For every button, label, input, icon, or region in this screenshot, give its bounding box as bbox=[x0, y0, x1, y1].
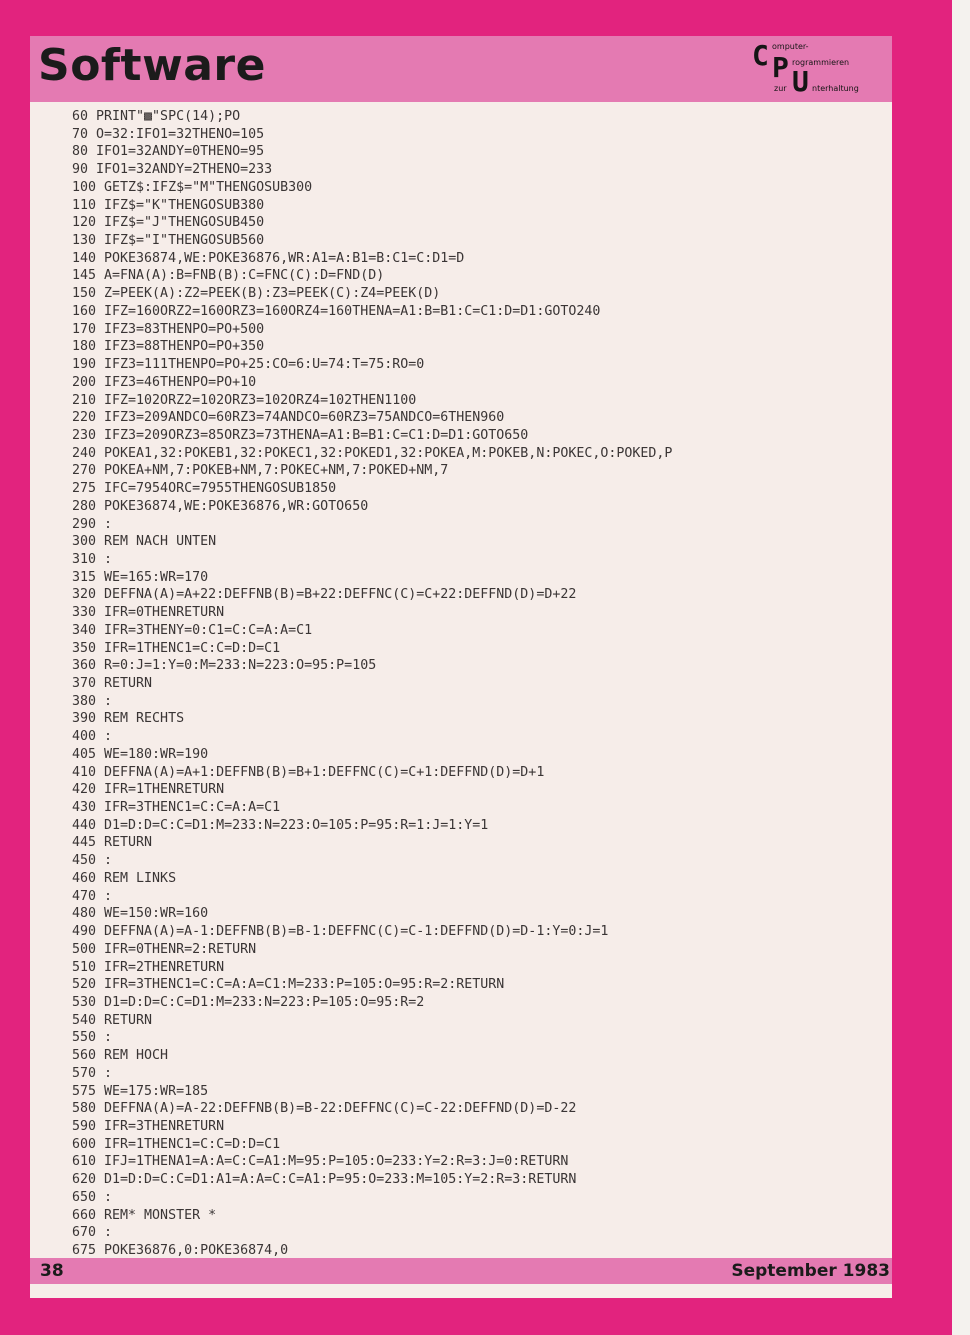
code-line: 400 : bbox=[72, 729, 113, 745]
code-line: 130 IFZ$="I"THENGOSUB560 bbox=[72, 233, 265, 249]
code-line: 360 R=0:J=1:Y=0:M=233:N=223:O=95:P=105 bbox=[72, 658, 377, 674]
code-line: 145 A=FNA(A):B=FNB(B):C=FNC(C):D=FND(D) bbox=[72, 268, 385, 284]
code-line: 315 WE=165:WR=170 bbox=[72, 569, 209, 585]
code-line: 370 RETURN bbox=[72, 676, 153, 691]
logo-word-computer: omputer- bbox=[772, 42, 809, 51]
code-line: 300 REM NACH UNTEN bbox=[72, 534, 217, 550]
code-line: 220 IFZ3=209ANDCO=60RZ3=74ANDCO=60RZ3=75ANDCO=6THEN960 bbox=[72, 410, 505, 426]
code-line: 60 PRINT"▩"SPC(14);PO bbox=[72, 109, 241, 124]
logo-word-unterhaltung: nterhaltung bbox=[812, 84, 859, 93]
logo-letter-c: C bbox=[752, 39, 769, 72]
basic-program-listing bbox=[72, 108, 882, 1260]
code-line: 390 REM RECHTS bbox=[72, 711, 185, 727]
logo-word-zur: zur bbox=[774, 84, 787, 93]
code-line: 320 DEFFNA(A)=A+22:DEFFNB(B)=B+22:DEFFNC(C)=C+22:DEFFND(D)=D+22 bbox=[72, 587, 577, 603]
code-line: 80 IFO1=32ANDY=0THENO=95 bbox=[72, 144, 265, 160]
code-line: 450 : bbox=[72, 853, 113, 869]
code-line: 190 IFZ3=111THENPO=PO+25:CO=6:U=74:T=75:RO=0 bbox=[72, 357, 425, 373]
code-line: 500 IFR=0THENR=2:RETURN bbox=[72, 941, 257, 957]
section-header bbox=[30, 36, 892, 102]
code-line: 520 IFR=3THENC1=C:C=A:A=C1:M=233:P=105:O=95:R=2:RETURN bbox=[72, 977, 505, 993]
code-line: 675 POKE36876,0:POKE36874,0 bbox=[72, 1243, 289, 1258]
page-number: 38 bbox=[40, 1261, 64, 1281]
code-line: 660 REM* MONSTER * bbox=[72, 1207, 217, 1223]
code-line: 510 IFR=2THENRETURN bbox=[72, 959, 225, 975]
code-line: 150 Z=PEEK(A):Z2=PEEK(B):Z3=PEEK(C):Z4=PEEK(D) bbox=[72, 286, 441, 302]
code-line: 140 POKE36874,WE:POKE36876,WR:A1=A:B1=B:C1=C:D1=D bbox=[72, 250, 465, 266]
code-line: 200 IFZ3=46THENPO=PO+10 bbox=[72, 374, 257, 390]
code-line: 460 REM LINKS bbox=[72, 870, 177, 886]
code-line: 270 POKEA+NM,7:POKEB+NM,7:POKEC+NM,7:POKED+NM,7 bbox=[72, 463, 449, 479]
code-line: 430 IFR=3THENC1=C:C=A:A=C1 bbox=[72, 800, 281, 816]
code-line: 530 D1=D:D=C:C=D1:M=233:N=223:P=105:O=95:R=2 bbox=[72, 994, 425, 1010]
code-line: 290 : bbox=[72, 516, 113, 532]
issue-date: September 1983 bbox=[731, 1261, 890, 1281]
code-line: 230 IFZ3=209ORZ3=85ORZ3=73THENA=A1:B=B1:C=C1:D=D1:GOTO650 bbox=[72, 427, 529, 443]
code-line: 180 IFZ3=88THENPO=PO+350 bbox=[72, 339, 265, 355]
code-line: 350 IFR=1THENC1=C:C=D:D=C1 bbox=[72, 640, 281, 656]
code-line: 380 : bbox=[72, 693, 113, 709]
code-line: 420 IFR=1THENRETURN bbox=[72, 782, 225, 798]
code-line: 590 IFR=3THENRETURN bbox=[72, 1118, 225, 1134]
code-line: 540 RETURN bbox=[72, 1012, 153, 1028]
code-line: 550 : bbox=[72, 1030, 113, 1046]
cpu-logo bbox=[752, 40, 882, 98]
code-line: 480 WE=150:WR=160 bbox=[72, 906, 209, 922]
code-line: 120 IFZ$="J"THENGOSUB450 bbox=[72, 215, 265, 231]
code-line: 330 IFR=0THENRETURN bbox=[72, 605, 225, 621]
code-line: 620 D1=D:D=C:C=D1:A1=A:A=C:C=A1:P=95:O=233:M=105:Y=2:R=3:RETURN bbox=[72, 1172, 577, 1188]
logo-letter-p: P bbox=[772, 51, 789, 84]
code-line: 445 RETURN bbox=[72, 835, 153, 851]
code-line: 70 O=32:IFO1=32THENO=105 bbox=[72, 126, 265, 142]
code-line: 210 IFZ=102ORZ2=102ORZ3=102ORZ4=102THEN1100 bbox=[72, 392, 417, 408]
code-line: 405 WE=180:WR=190 bbox=[72, 746, 209, 762]
code-line: 440 D1=D:D=C:C=D1:M=233:N=223:O=105:P=95:R=1:J=1:Y=1 bbox=[72, 817, 489, 833]
code-line: 470 : bbox=[72, 888, 113, 904]
logo-letter-u: U bbox=[792, 65, 809, 98]
code-line: 560 REM HOCH bbox=[72, 1048, 169, 1064]
code-line: 240 POKEA1,32:POKEB1,32:POKEC1,32:POKED1,32:POKEA,M:POKEB,N:POKEC,O:POKED,P bbox=[72, 445, 673, 461]
code-line: 275 IFC=7954ORC=7955THENGOSUB1850 bbox=[72, 481, 337, 497]
page-edge bbox=[952, 0, 970, 1335]
code-line: 160 IFZ=160ORZ2=160ORZ3=160ORZ4=160THENA=A1:B=B1:C=C1:D=D1:GOTO240 bbox=[72, 303, 601, 319]
code-line: 410 DEFFNA(A)=A+1:DEFFNB(B)=B+1:DEFFNC(C)=C+1:DEFFND(D)=D+1 bbox=[72, 764, 545, 780]
code-line: 670 : bbox=[72, 1225, 113, 1241]
code-line: 340 IFR=3THENY=0:C1=C:C=A:A=C1 bbox=[72, 622, 313, 638]
code-line: 570 : bbox=[72, 1065, 113, 1081]
code-line: 100 GETZ$:IFZ$="M"THENGOSUB300 bbox=[72, 179, 313, 195]
code-line: 280 POKE36874,WE:POKE36876,WR:GOTO650 bbox=[72, 498, 369, 514]
code-line: 170 IFZ3=83THENPO=PO+500 bbox=[72, 321, 265, 337]
code-line: 650 : bbox=[72, 1189, 113, 1205]
code-line: 490 DEFFNA(A)=A-1:DEFFNB(B)=B-1:DEFFNC(C)=C-1:DEFFND(D)=D-1:Y=0:J=1 bbox=[72, 924, 609, 940]
code-line: 600 IFR=1THENC1=C:C=D:D=C1 bbox=[72, 1136, 281, 1152]
code-line: 110 IFZ$="K"THENGOSUB380 bbox=[72, 197, 265, 213]
code-line: 580 DEFFNA(A)=A-22:DEFFNB(B)=B-22:DEFFNC(C)=C-22:DEFFND(D)=D-22 bbox=[72, 1101, 577, 1117]
code-line: 90 IFO1=32ANDY=2THENO=233 bbox=[72, 162, 273, 178]
logo-word-programmieren: rogrammieren bbox=[792, 58, 850, 67]
code-line: 610 IFJ=1THENA1=A:A=C:C=A1:M=95:P=105:O=233:Y=2:R=3:J=0:RETURN bbox=[72, 1154, 569, 1170]
code-line: 310 : bbox=[72, 551, 113, 567]
code-line: 575 WE=175:WR=185 bbox=[72, 1083, 209, 1099]
section-title: Software bbox=[38, 40, 266, 91]
